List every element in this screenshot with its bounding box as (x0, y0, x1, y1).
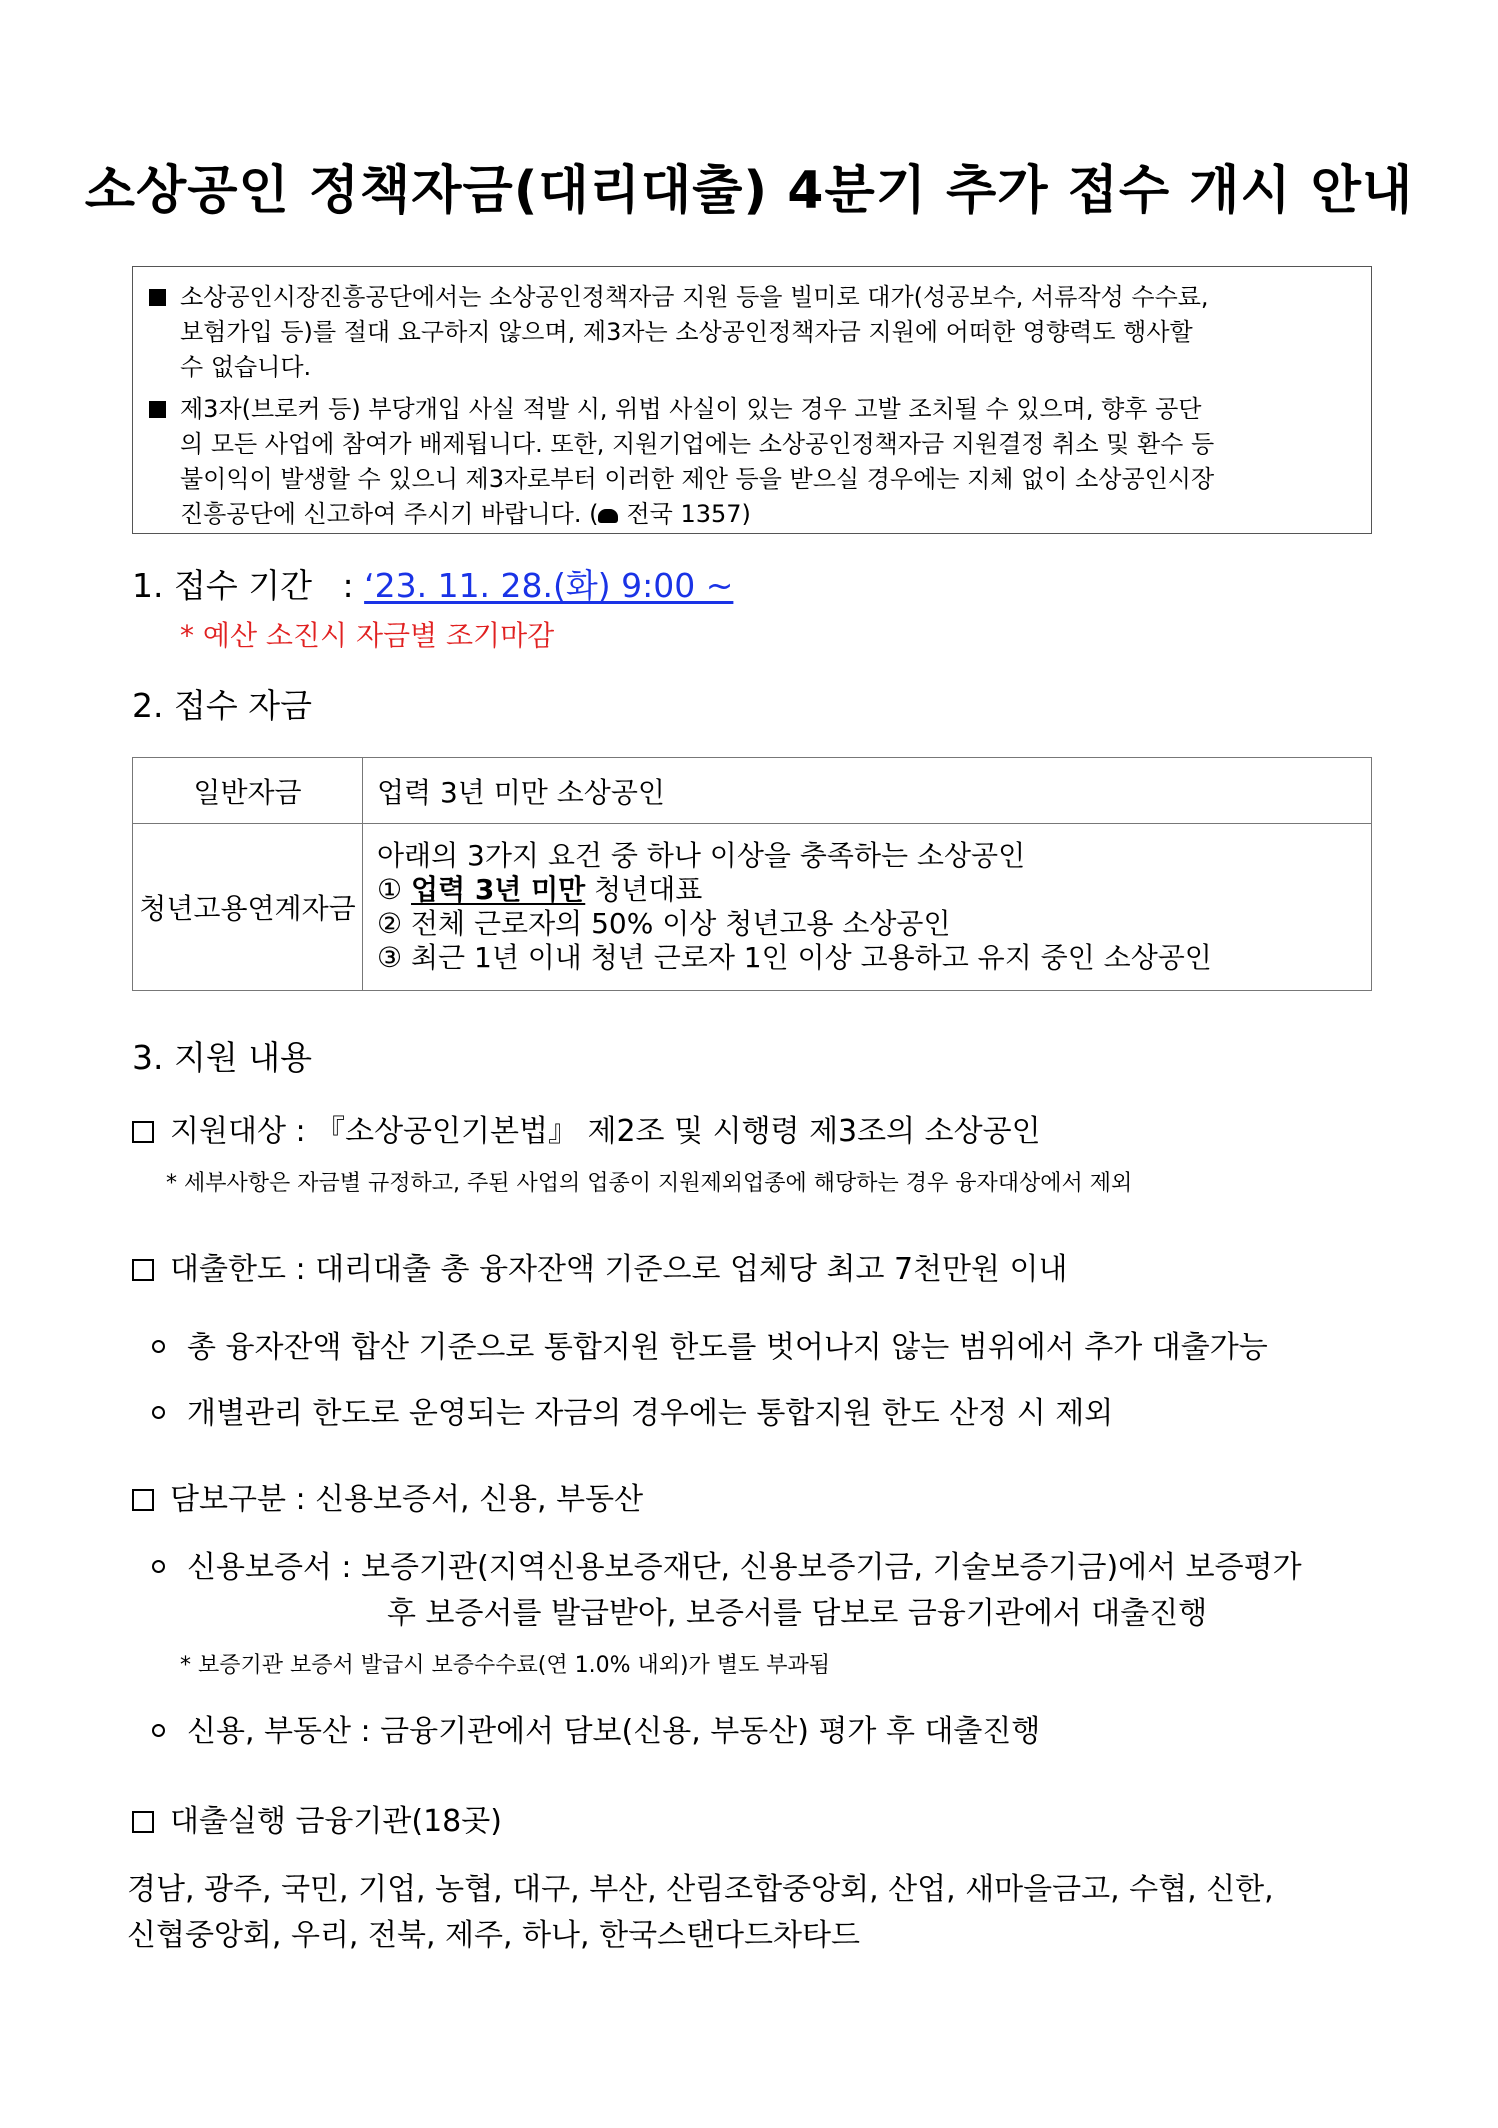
guarantee-note: * 보증기관 보증서 발급시 보증수수료(연 1.0% 내외)가 별도 부과됨 (180, 1653, 831, 1678)
notice-line: 제3자(브로커 등) 부당개입 사실 적발 시, 위법 사실이 있는 경우 고발 조치될 수 있으며, 향후 공단 (180, 395, 1202, 423)
banks-list: 신협중앙회, 우리, 전북, 제주, 하나, 한국스탠다드차타드 (127, 1918, 860, 1953)
requirement-text: 청년대표 (594, 873, 703, 906)
support-target-note: * 세부사항은 자금별 규정하고, 주된 사업의 업종이 지원제외업종에 해당하는 경우 융자대상에서 제외 (166, 1171, 1133, 1196)
circle-bullet-icon (152, 1406, 165, 1419)
circle-bullet-icon (152, 1560, 165, 1573)
banks-heading: 대출실행 금융기관(18곳) (170, 1804, 502, 1839)
fund-label: 청년고용연계자금 (133, 824, 363, 991)
phone-number: 전국 1357) (626, 500, 751, 528)
support-target: 지원대상 : 『소상공인기본법』 제2조 및 시행령 제3조의 소상공인 (170, 1114, 1041, 1149)
notice-line: 의 모든 사업에 참여가 배제됩니다. 또한, 지원기업에는 소상공인정책자금 지원결정 취소 및 환수 등 (180, 430, 1215, 458)
requirement-number: ① (377, 873, 403, 906)
collateral-type: 담보구분 : 신용보증서, 신용, 부동산 (170, 1482, 644, 1517)
banks-list: 경남, 광주, 국민, 기업, 농협, 대구, 부산, 산림조합중앙회, 산업, 새마을금고, 수협, 신한, (127, 1872, 1274, 1907)
checkbox-icon (132, 1121, 154, 1143)
fund-label: 일반자금 (133, 758, 363, 824)
section2-heading: 2. 접수 자금 (132, 686, 312, 725)
limit-bullet: 개별관리 한도로 운영되는 자금의 경우에는 통합지원 한도 산정 시 제외 (187, 1396, 1114, 1431)
application-date: ‘23. 11. 28.(화) 9:00 ~ (364, 566, 734, 605)
circle-bullet-icon (152, 1340, 165, 1353)
loan-limit: 대출한도 : 대리대출 총 융자잔액 기준으로 업체당 최고 7천만원 이내 (170, 1252, 1068, 1287)
requirement-item: ③ 최근 1년 이내 청년 근로자 1인 이상 고용하고 유지 중인 소상공인 (377, 941, 1212, 974)
section1-heading: 1. 접수 기간 (132, 566, 312, 605)
notice-line: 불이익이 발생할 수 있으니 제3자로부터 이러한 제안 등을 받으실 경우에는 지체 없이 소상공인시장 (180, 465, 1215, 493)
table-row (133, 758, 1372, 824)
checkbox-icon (132, 1811, 154, 1833)
page-title: 소상공인 정책자금(대리대출) 4분기 추가 접수 개시 안내 (84, 161, 1414, 221)
budget-note: * 예산 소진시 자금별 조기마감 (180, 619, 555, 652)
fund-requirement-intro: 아래의 3가지 요건 중 하나 이상을 충족하는 소상공인 (377, 839, 1026, 872)
notice-line: 수 없습니다. (180, 353, 312, 381)
fund-description: 업력 3년 미만 소상공인 (363, 758, 1372, 824)
section1-colon: : (342, 566, 354, 605)
fund-table (132, 757, 1372, 991)
table-row (133, 824, 1372, 991)
circle-bullet-icon (152, 1724, 165, 1737)
warning-notice-box (132, 266, 1372, 534)
section3-heading: 3. 지원 내용 (132, 1038, 312, 1077)
requirement-underlined: 업력 3년 미만 (411, 873, 586, 906)
credit-line: 신용, 부동산 : 금융기관에서 담보(신용, 부동산) 평가 후 대출진행 (187, 1714, 1041, 1749)
square-bullet-icon (149, 401, 166, 418)
checkbox-icon (132, 1259, 154, 1281)
requirement-item: ② 전체 근로자의 50% 이상 청년고용 소상공인 (377, 907, 951, 940)
notice-line: 진흥공단에 신고하여 주시기 바랍니다. ( (180, 500, 599, 528)
checkbox-icon (132, 1489, 154, 1511)
guarantee-line: 신용보증서 : 보증기관(지역신용보증재단, 신용보증기금, 기술보증기금)에서 보증평가 (187, 1550, 1302, 1585)
square-bullet-icon (149, 289, 166, 306)
telephone-icon (598, 509, 618, 523)
notice-line: 보험가입 등)를 절대 요구하지 않으며, 제3자는 소상공인정책자금 지원에 어떠한 영향력도 행사할 (180, 318, 1193, 346)
notice-line: 소상공인시장진흥공단에서는 소상공인정책자금 지원 등을 빌미로 대가(성공보수, 서류작성 수수료, (180, 283, 1209, 311)
guarantee-line: 후 보증서를 발급받아, 보증서를 담보로 금융기관에서 대출진행 (387, 1596, 1208, 1631)
limit-bullet: 총 융자잔액 합산 기준으로 통합지원 한도를 벗어나지 않는 범위에서 추가 대출가능 (187, 1330, 1268, 1365)
